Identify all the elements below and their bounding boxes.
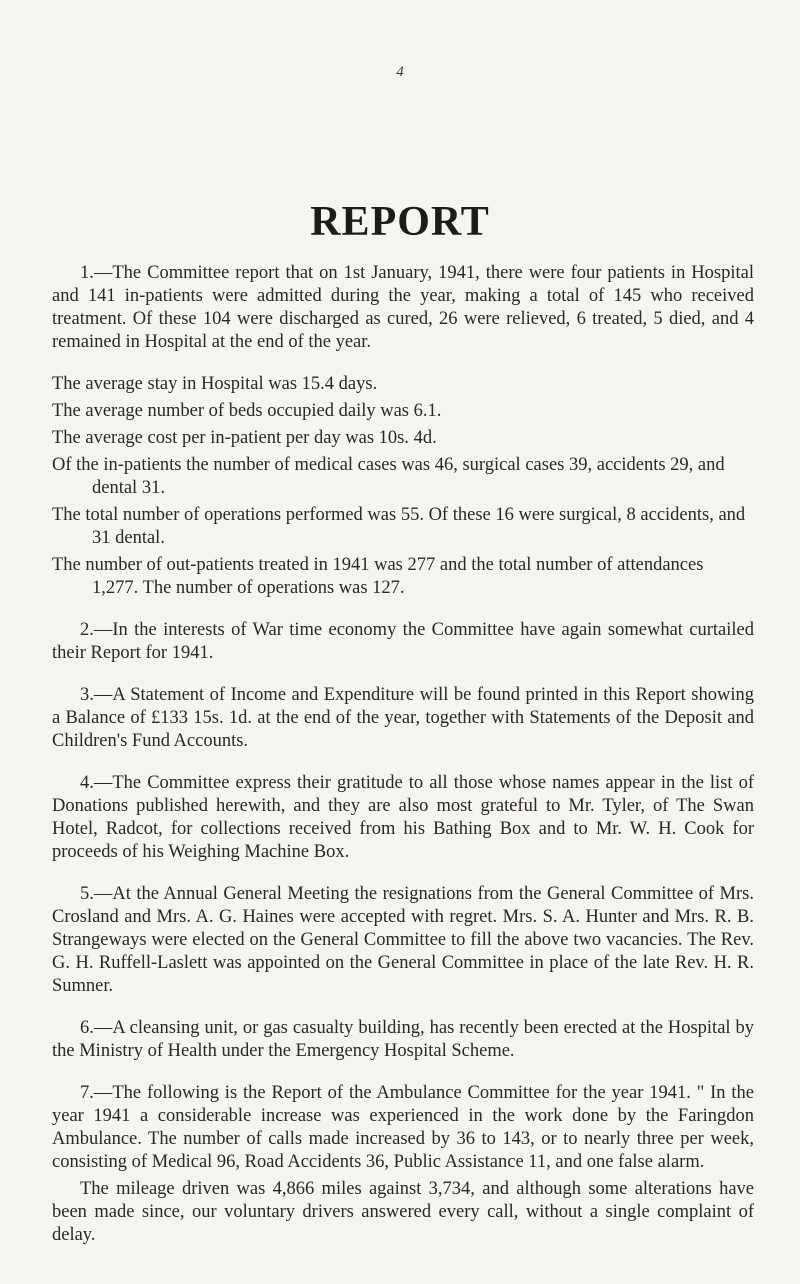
paragraph-3: 3.—A Statement of Income and Expenditure will be found printed in this Report showing a Balance of £133 15s. 1d. at the end of the year, together with Statements of the Deposit and Children's Fund Accounts. [52,685,754,751]
paragraph-7: 7.—The following is the Report of the Ambulance Committee for the year 1941. " In the year 1941 a considerable increase was experienced in the work done by the Faringdon Ambulance. The number of calls made increased by 36 to 143, or to nearly three per week, consisting of Medical 96, Road Accidents 36, Public Assistance 11, and one false alarm. [52,1083,754,1172]
stat-average-cost: The average cost per in-patient per day was 10s. 4d. [52,428,437,448]
stat-beds-occupied: The average number of beds occupied daily was 6.1. [52,401,442,421]
report-body [52,262,754,1266]
paragraph-2: 2.—In the interests of War time economy the Committee have again somewhat curtailed their Report for 1941. [52,620,754,663]
stat-average-stay: The average stay in Hospital was 15.4 days. [52,374,378,394]
page-number: 4 [396,64,404,80]
paragraph-8: The mileage driven was 4,866 miles against 3,734, and although some alterations have been made since, our voluntary drivers answered every call, without a single complaint of delay. [52,1179,754,1245]
paragraph-4: 4.—The Committee express their gratitude to all those whose names appear in the list of Donations published herewith, and they are also most grateful to Mr. Tyler, of The Swan Hotel, Radcot, for collections received from his Bathing Box and to Mr. W. H. Cook for proceeds of his Weighing Machine Box. [52,773,754,862]
stat-operations: The total number of operations performed was 55. Of these 16 were surgical, 8 accidents, and 31 dental. [52,505,746,548]
stat-out-patients: The number of out-patients treated in 1941 was 277 and the total number of attendances 1,277. The number of operations was 127. [52,555,704,598]
paragraph-5: 5.—At the Annual General Meeting the resignations from the General Committee of Mrs. Crosland and Mrs. A. G. Haines were accepted with regret. Mrs. S. A. Hunter and Mrs. R. B. Strangeways were elected on the General Committee to fill the above two vacancies. The Rev. G. H. Ruffell-Laslett was appointed on the General Committee in place of the late Rev. H. R. Sumner. [52,884,754,996]
statistics-list [52,373,754,600]
paragraph-6: 6.—A cleansing unit, or gas casualty building, has recently been erected at the Hospital by the Ministry of Health under the Emergency Hospital Scheme. [52,1018,754,1061]
page-title: REPORT [310,199,490,245]
paragraph-1: 1.—The Committee report that on 1st January, 1941, there were four patients in Hospital and 141 in-patients were admitted during the year, making a total of 145 who received treatment. Of these 104 were discharged as cured, 26 were relieved, 6 treated, 5 died, and 4 remained in Hospital at the end of the year. [52,263,754,352]
stat-case-breakdown: Of the in-patients the number of medical cases was 46, surgical cases 39, accidents 29, and dental 31. [52,455,725,498]
